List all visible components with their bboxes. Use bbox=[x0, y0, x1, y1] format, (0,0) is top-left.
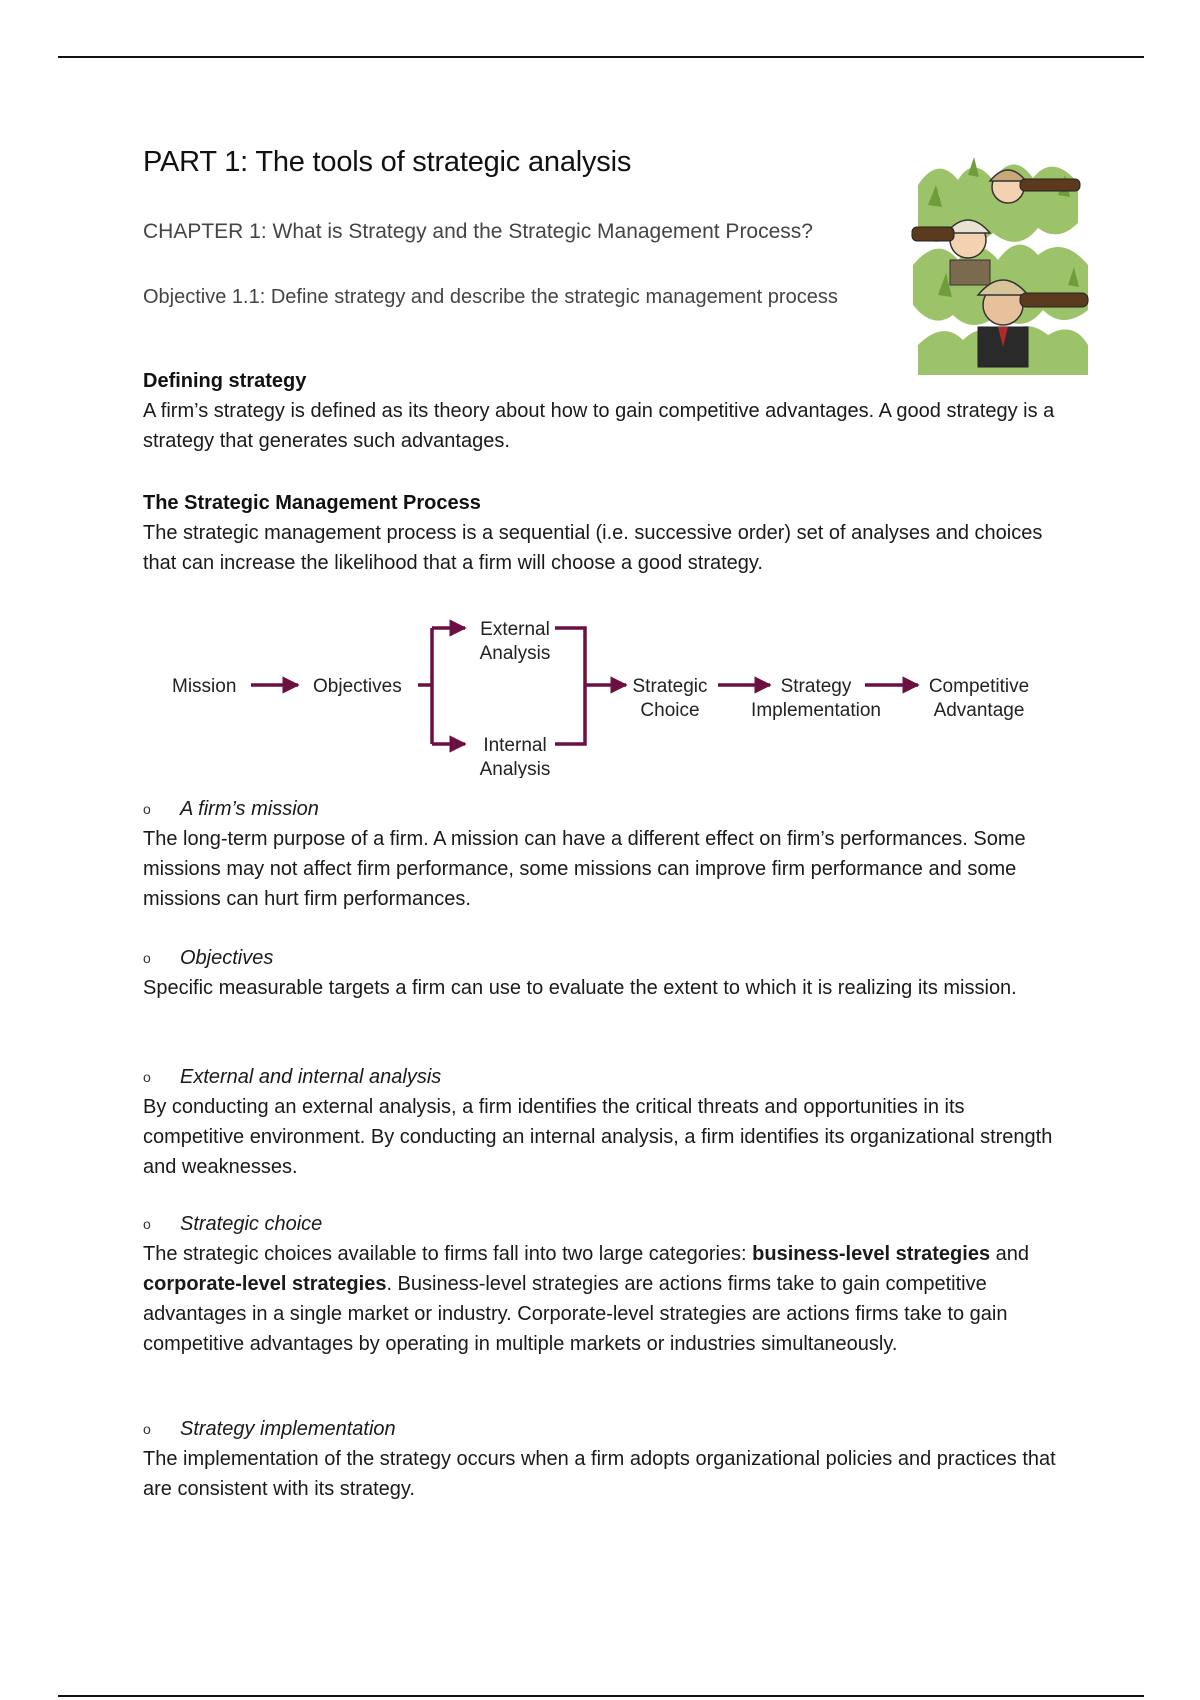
bullet-marker: o bbox=[143, 1069, 151, 1085]
node-implementation-line1: Strategy bbox=[780, 676, 852, 697]
bullet-choice bbox=[143, 1209, 1063, 1359]
bullet-implementation-title: Strategy implementation bbox=[180, 1418, 396, 1440]
business-level-term: business-level strategies bbox=[752, 1243, 991, 1265]
bottom-rule bbox=[58, 1695, 1144, 1697]
choice-text-3: . Business-level strategies are actions firms take to gain competitive advantages in a single market or industry. Corporate-level strategies are actions firms take to gain competitive advantages by operating in multiple markets or industries simultaneously. bbox=[143, 1273, 1008, 1355]
strategic-management-process-diagram bbox=[150, 608, 1050, 778]
node-external-line2: Analysis bbox=[479, 643, 551, 664]
node-objectives: Objectives bbox=[313, 676, 402, 697]
top-rule bbox=[58, 56, 1144, 58]
objective-text: Objective 1.1: Define strategy and describe the strategic management process bbox=[143, 286, 838, 308]
bullet-mission bbox=[143, 794, 1063, 914]
bullet-objectives-body: Specific measurable targets a firm can use to evaluate the extent to which it is realizing its mission. bbox=[143, 977, 1017, 999]
node-strategic-line1: Strategic bbox=[632, 676, 708, 697]
bullet-objectives bbox=[143, 943, 1063, 1003]
process-section bbox=[143, 488, 1063, 578]
node-external-line1: External bbox=[480, 619, 550, 640]
node-internal-line1: Internal bbox=[483, 735, 547, 756]
node-advantage-line1: Competitive bbox=[928, 676, 1030, 697]
bullet-marker: o bbox=[143, 801, 151, 817]
defining-strategy-heading: Defining strategy bbox=[143, 370, 307, 392]
node-mission: Mission bbox=[172, 676, 237, 697]
part-title: PART 1: The tools of strategic analysis bbox=[143, 146, 632, 178]
bullet-analysis-body: By conducting an external analysis, a firm identifies the critical threats and opportunities in its competitive environment. By conducting an internal analysis, a firm identifies its organizational strength and weaknesses. bbox=[143, 1096, 1053, 1178]
node-advantage-line2: Advantage bbox=[933, 700, 1025, 721]
bullet-choice-body bbox=[143, 1239, 1063, 1359]
node-implementation-line2: Implementation bbox=[751, 700, 881, 721]
node-strategic-line2: Choice bbox=[640, 700, 700, 721]
right-bracket bbox=[555, 628, 585, 744]
choice-text-2: and bbox=[990, 1243, 1029, 1265]
node-internal-line2: Analysis bbox=[479, 759, 551, 778]
bullet-choice-title: Strategic choice bbox=[180, 1213, 323, 1235]
process-heading: The Strategic Management Process bbox=[143, 492, 481, 514]
choice-text-1: The strategic choices available to firms fall into two large categories: bbox=[143, 1243, 753, 1265]
defining-strategy-body: A firm’s strategy is defined as its theory about how to gain competitive advantages. A good strategy is a strategy that generates such advantages. bbox=[143, 400, 1055, 452]
corporate-level-term: corporate-level strategies bbox=[143, 1273, 387, 1295]
bullet-objectives-title: Objectives bbox=[180, 947, 274, 969]
chapter-title: CHAPTER 1: What is Strategy and the Strategic Management Process? bbox=[143, 220, 813, 243]
bullet-analysis-title: External and internal analysis bbox=[180, 1066, 442, 1088]
bullet-marker: o bbox=[143, 950, 151, 966]
bullet-analysis bbox=[143, 1062, 1063, 1182]
bullet-implementation-body: The implementation of the strategy occurs when a firm adopts organizational policies and practices that are consistent with its strategy. bbox=[143, 1448, 1056, 1500]
process-body: The strategic management process is a sequential (i.e. successive order) set of analyses and choices that can increase the likelihood that a firm will choose a good strategy. bbox=[143, 522, 1043, 574]
defining-strategy-section bbox=[143, 366, 1063, 456]
bullet-marker: o bbox=[143, 1421, 151, 1437]
explorers-with-telescopes-illustration bbox=[908, 145, 1094, 375]
bullet-mission-title: A firm’s mission bbox=[180, 798, 319, 820]
bullet-implementation bbox=[143, 1414, 1063, 1504]
bullet-mission-body: The long-term purpose of a firm. A mission can have a different effect on firm’s performances. Some missions may not affect firm performance, some missions can improve firm performance and some missions can hurt firm performances. bbox=[143, 828, 1026, 910]
bullet-marker: o bbox=[143, 1216, 151, 1232]
